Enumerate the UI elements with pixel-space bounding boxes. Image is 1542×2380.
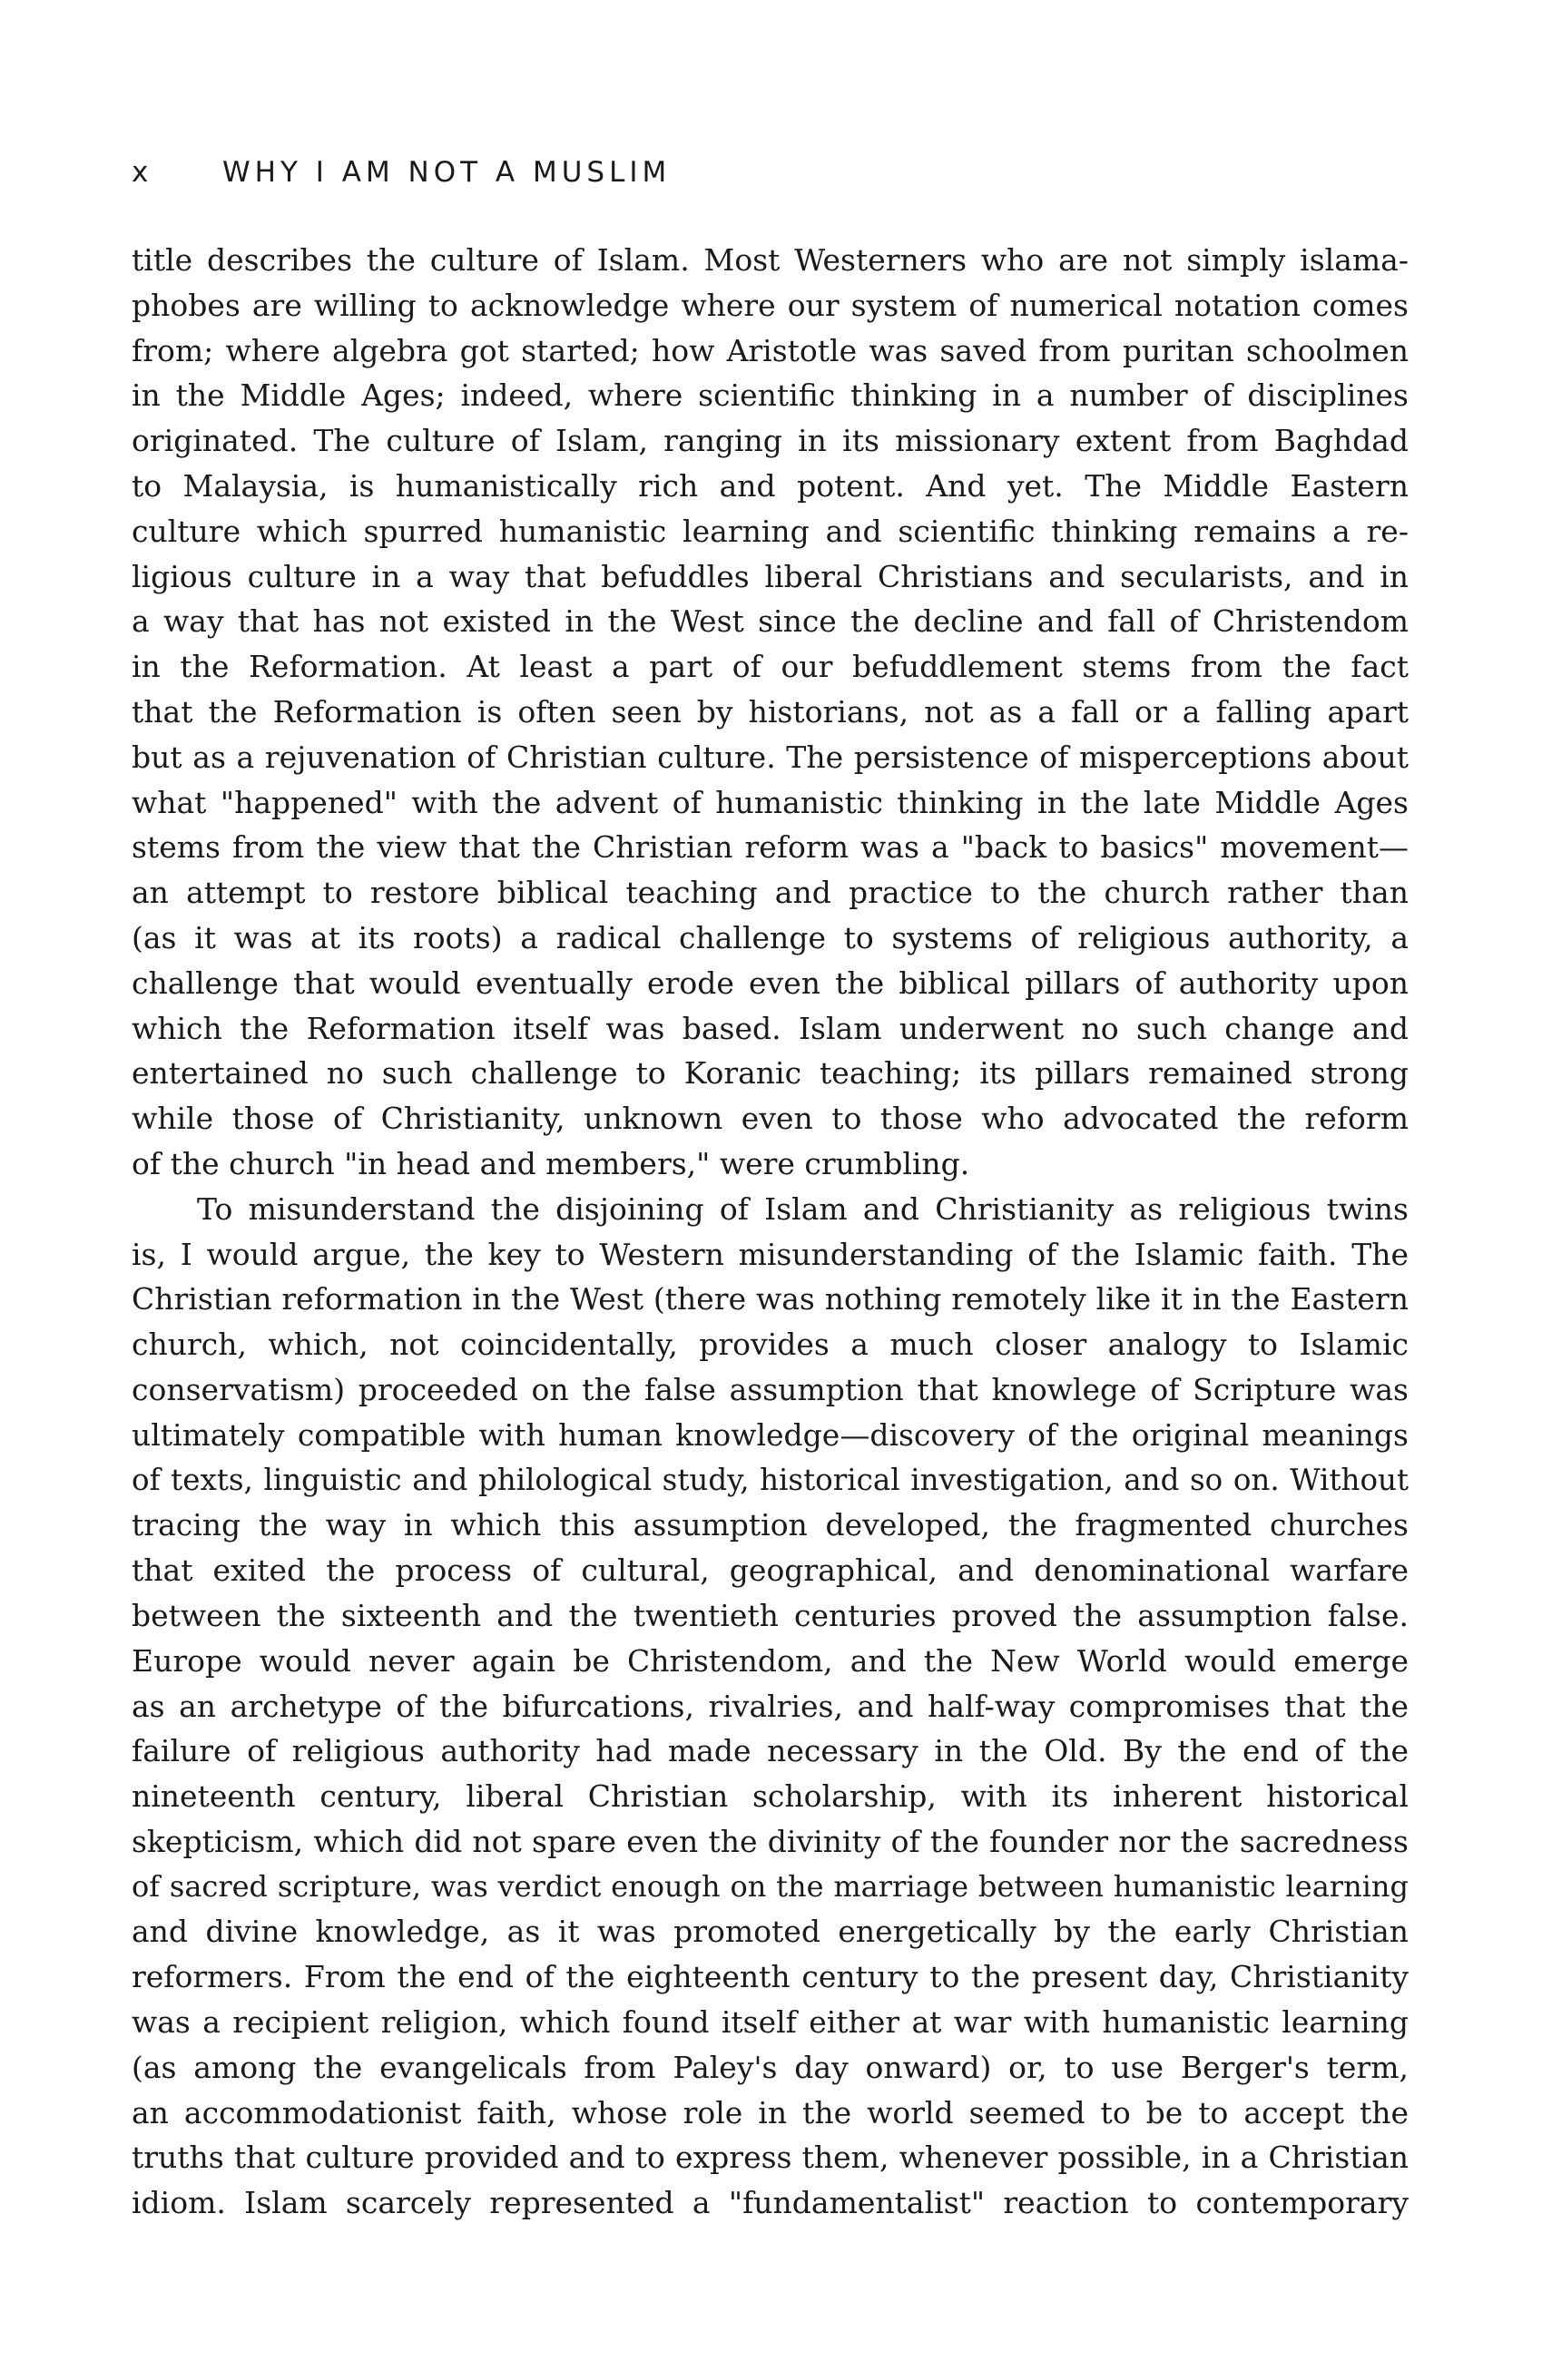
text-line: (as among the evangelicals from Paley's day onward) or, to use Berger's term, <box>132 2049 1409 2085</box>
text-line: an accommodationist faith, whose role in the world seemed to be to accept the <box>132 2094 1409 2130</box>
text-line: To misunderstand the disjoining of Islam and Christianity as religious twins <box>197 1190 1409 1227</box>
text-line: failure of religious authority had made necessary in the Old. By the end of the <box>132 1733 1409 1769</box>
text-line: ligious culture in a way that befuddles liberal Christians and secularists, and in <box>132 558 1409 594</box>
text-line: tracing the way in which this assumption developed, the fragmented churches <box>132 1507 1409 1543</box>
text-line: that the Reformation is often seen by historians, not as a fall or a falling apart <box>132 693 1409 730</box>
paragraph-2 <box>132 1187 1409 2226</box>
text-line: in the Middle Ages; indeed, where scientific thinking in a number of disciplines <box>132 377 1409 414</box>
text-line: idiom. Islam scarcely represented a "fundamentalist" reaction to contemporary <box>132 2185 1409 2221</box>
text-line: Europe would never again be Christendom, and the New World would emerge <box>132 1642 1409 1679</box>
text-line: (as it was at its roots) a radical challenge to systems of religious authority, a <box>132 919 1409 955</box>
book-title: WHY I AM NOT A MUSLIM <box>222 156 672 189</box>
text-line: was a recipient religion, which found itself either at war with humanistic learning <box>132 2004 1409 2041</box>
text-line: that exited the process of cultural, geographical, and denominational warfare <box>132 1552 1409 1589</box>
text-line: church, which, not coincidentally, provides a much closer analogy to Islamic <box>132 1327 1409 1363</box>
text-line: is, I would argue, the key to Western misunderstanding of the Islamic faith. The <box>132 1236 1409 1272</box>
text-line: as an archetype of the bifurcations, rivalries, and half-way compromises that the <box>132 1688 1409 1724</box>
text-line: while those of Christianity, unknown even to those who advocated the reform <box>132 1101 1409 1137</box>
text-line: which the Reformation itself was based. Islam underwent no such change and <box>132 1010 1409 1046</box>
paragraph-1 <box>132 238 1409 1187</box>
text-line: but as a rejuvenation of Christian culture. The persistence of misperceptions about <box>132 739 1409 775</box>
text-line: an attempt to restore biblical teaching and practice to the church rather than <box>132 875 1409 911</box>
text-line: from; where algebra got started; how Aristotle was saved from puritan schoolmen <box>132 332 1409 368</box>
text-line: conservatism) proceeded on the false assumption that knowlege of Scripture was <box>132 1371 1409 1407</box>
text-line: in the Reformation. At least a part of our befuddlement stems from the fact <box>132 649 1409 685</box>
running-head <box>132 156 1402 201</box>
text-line: skepticism, which did not spare even the divinity of the founder nor the sacredness <box>132 1823 1409 1859</box>
text-line: originated. The culture of Islam, ranging in its missionary extent from Baghdad <box>132 423 1409 459</box>
text-line: phobes are willing to acknowledge where our system of numerical notation comes <box>132 287 1409 323</box>
body-text <box>132 238 1409 2226</box>
text-line: title describes the culture of Islam. Most Westerners who are not simply islama- <box>132 242 1409 278</box>
text-line: of the church "in head and members," were crumbling. <box>132 1145 970 1181</box>
text-line: to Malaysia, is humanistically rich and potent. And yet. The Middle Eastern <box>132 467 1409 504</box>
page-number: x <box>132 156 149 189</box>
text-line: stems from the view that the Christian reform was a "back to basics" movement— <box>132 829 1409 866</box>
text-line: ultimately compatible with human knowledge—discovery of the original meanings <box>132 1416 1409 1453</box>
text-line: a way that has not existed in the West since the decline and fall of Christendom <box>132 603 1409 640</box>
text-line: of sacred scripture, was verdict enough on the marriage between humanistic learning <box>132 1868 1409 1904</box>
text-line: reformers. From the end of the eighteenth century to the present day, Christianity <box>132 1959 1409 1995</box>
text-line: what "happened" with the advent of humanistic thinking in the late Middle Ages <box>132 784 1409 820</box>
text-line: truths that culture provided and to express them, whenever possible, in a Christian <box>132 2140 1409 2176</box>
text-line: challenge that would eventually erode even the biblical pillars of authority upon <box>132 965 1409 1001</box>
text-line: culture which spurred humanistic learning and scientific thinking remains a re- <box>132 513 1409 549</box>
text-line: of texts, linguistic and philological study, historical investigation, and so on. Without <box>132 1462 1409 1497</box>
text-line: Christian reformation in the West (there was nothing remotely like it in the Eastern <box>132 1281 1409 1317</box>
text-line: between the sixteenth and the twentieth centuries proved the assumption false. <box>132 1597 1409 1633</box>
text-line: entertained no such challenge to Koranic teaching; its pillars remained strong <box>132 1055 1409 1092</box>
text-line: nineteenth century, liberal Christian scholarship, with its inherent historical <box>132 1778 1409 1815</box>
text-line: and divine knowledge, as it was promoted energetically by the early Christian <box>132 1914 1409 1950</box>
